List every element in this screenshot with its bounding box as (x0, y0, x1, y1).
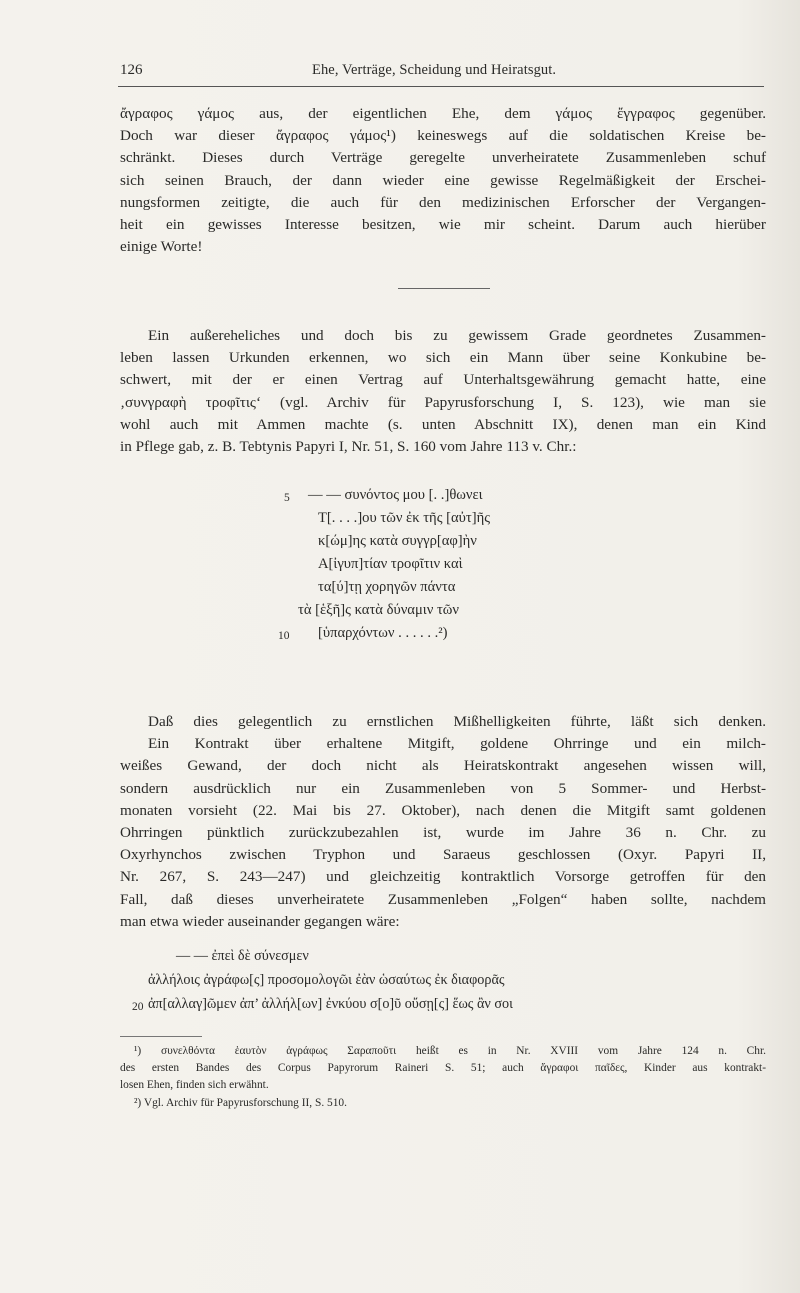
paragraph-2 (120, 325, 766, 458)
greek-line: τα[ύ]τῃ χορηγῶν πάντα (318, 579, 456, 595)
text-line: sich seinen Brauch, der dann wieder eine gewisse Regelmäßigkeit der Erschei- (120, 171, 766, 189)
text-line: monaten vorsieht (22. Mai bis 27. Oktober), nach denen die Mitgift samt goldenen (120, 801, 766, 819)
text-line: Ohrringen pünktlich zurückzubezahlen ist, wurde im Jahre 36 n. Chr. zu (120, 824, 766, 842)
text-line: Oxyrhynchos zwischen Tryphon und Saraeus geschlossen (Oxyr. Papyri II, (120, 846, 766, 864)
running-title: Ehe, Verträge, Scheidung und Heiratsgut. (312, 62, 557, 78)
greek-line: τὰ [ἑξῆ]ς κατὰ δύναμιν τῶν (298, 602, 460, 618)
paragraph-3 (120, 711, 766, 933)
line-number: 20 (132, 1001, 144, 1013)
text-line: wohl auch mit Ammen machte (s. unten Abschnitt IX), denen man ein Kind (120, 415, 766, 433)
greek-line: — — συνόντος μου [. .]θωνει (308, 487, 483, 503)
footnote-line: losen Ehen, finden sich erwähnt. (120, 1079, 269, 1091)
section-separator (398, 288, 490, 289)
header-rule (118, 86, 764, 87)
line-number: 10 (278, 630, 290, 642)
text-line: sondern ausdrücklich nur ein Zusammenleben von 5 Sommer- und Herbst- (120, 779, 766, 797)
greek-line: Α[ἰγυπ]τίαν τροφῖτιν καὶ (318, 556, 463, 572)
footnote-line: ²) Vgl. Archiv für Papyrusforschung II, S. 510. (134, 1097, 347, 1109)
greek-line: Τ[. . . .]ου τῶν ἐκ τῆς [αὐτ]ῆς (318, 510, 490, 526)
footnote-rule (120, 1036, 202, 1037)
text-line: ‚συνγραφὴ τροφῖτις‘ (vgl. Archiv für Papyrusforschung I, S. 123), wie man sie (120, 393, 766, 411)
page-number: 126 (120, 62, 143, 78)
text-line: einige Worte! (120, 238, 203, 256)
text-line: in Pflege gab, z. B. Tebtynis Papyri I, Nr. 51, S. 160 vom Jahre 113 v. Chr.: (120, 438, 577, 456)
text-line: nungsformen zeitigte, die auch für den medizinischen Erforscher der Vergangen- (120, 193, 766, 211)
footnote-line: des ersten Bandes des Corpus Papyrorum Raineri S. 51; auch ἄγραφοι παῖδες, Kinder aus kontrakt- (120, 1062, 766, 1074)
greek-line: ἀλλήλοις ἀγράφω[ς] προσομολογῶι ἐὰν ὡσαύτως ἐκ διαφορᾶς (148, 972, 505, 988)
line-number: 5 (284, 492, 290, 504)
text-line: weißes Gewand, der doch nicht als Heiratskontrakt angesehen wissen will, (120, 757, 766, 775)
greek-line: — — ἐπεὶ δὲ σύνεσμεν (176, 948, 309, 964)
text-line: Fall, daß dieses unverheiratete Zusammenleben „Folgen“ haben sollte, nachdem (120, 890, 766, 908)
text-line: Ein Kontrakt über erhaltene Mitgift, goldene Ohrringe und ein milch- (148, 735, 766, 753)
text-line: Ein außereheliches und doch bis zu gewissem Grade geordnetes Zusammen- (148, 327, 766, 344)
greek-quotation-1 (278, 484, 490, 645)
greek-line: ἀπ[αλλαγ]ῶμεν ἀπ’ ἀλλήλ[ων] ἐνκύου σ[ο]ῦ οὔσῃ[ς] ἕως ἂν σοι (148, 996, 513, 1012)
text-line: Nr. 267, S. 243—247) und gleichzeitig kontraktlich Vorsorge getroffen für den (120, 868, 766, 886)
text-line: leben lassen Urkunden erkennen, wo sich ein Mann über seine Konkubine be- (120, 349, 766, 367)
text-line: schränkt. Dieses durch Verträge geregelte unverheiratete Zusammenleben schuf (120, 149, 766, 167)
greek-line: κ[ώμ]ης κατὰ συγγρ[αφ]ὴν (318, 533, 477, 549)
text-line: Daß dies gelegentlich zu ernstlichen Mißhelligkeiten führte, läßt sich denken. (148, 713, 766, 730)
greek-quotation-2 (132, 944, 513, 1016)
paragraph-1 (120, 103, 766, 258)
text-line: Doch war dieser ἄγραφος γάμος¹) keineswegs auf die soldatischen Kreise be- (120, 127, 766, 145)
text-line: man etwa wieder auseinander gegangen wäre: (120, 912, 400, 930)
text-line: heit ein gewisses Interesse besitzen, wie mir scheint. Darum auch hierüber (120, 216, 766, 234)
text-line: schwert, mit der er einen Vertrag auf Unterhaltsgewährung gemacht hatte, eine (120, 371, 766, 389)
text-line: ἄγραφος γάμος aus, der eigentlichen Ehe, dem γάμος ἔγγραφος gegenüber. (120, 105, 766, 122)
footnote-line: ¹) συνελθόντα ἑαυτὸν ἀγράφως Σαραποῦτι heißt es in Nr. XVIII vom Jahre 124 n. Chr. (134, 1045, 766, 1057)
footnotes (120, 1043, 766, 1112)
greek-line: [ὑπαρχόντων . . . . . .²) (318, 625, 448, 641)
